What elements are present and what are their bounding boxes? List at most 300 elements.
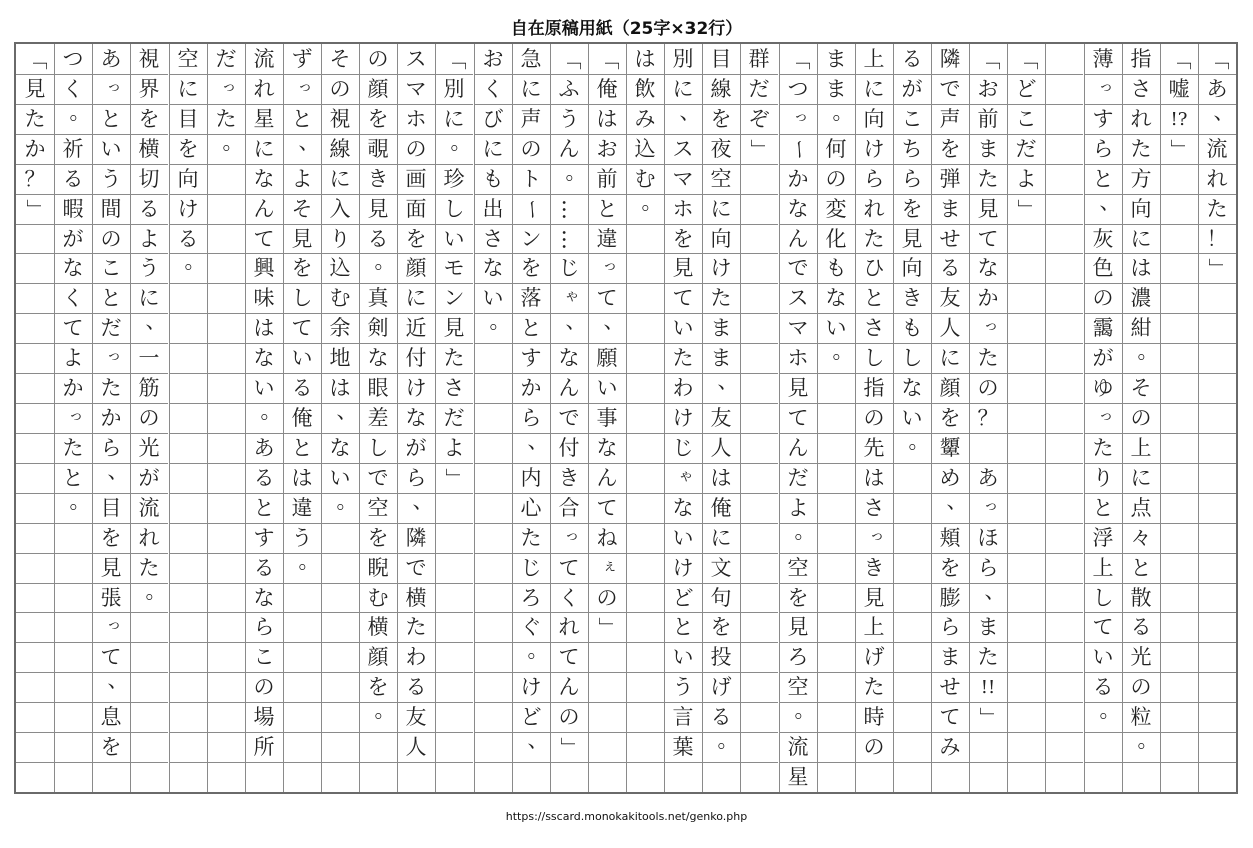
grid-cell [740, 672, 778, 702]
manuscript-column [321, 44, 359, 792]
manuscript-char: 息 [100, 705, 122, 729]
manuscript-char: 、 [298, 130, 320, 154]
grid-cell [893, 283, 931, 313]
manuscript-char: に [520, 77, 542, 101]
grid-cell [702, 224, 740, 254]
manuscript-char: 「 [1014, 48, 1039, 70]
grid-cell [92, 283, 130, 313]
grid-cell [283, 253, 321, 283]
grid-cell [1198, 164, 1236, 194]
grid-cell [169, 74, 207, 104]
manuscript-char: 」 [557, 737, 582, 758]
grid-cell [893, 642, 931, 672]
grid-cell [1160, 343, 1198, 373]
grid-cell [1160, 433, 1198, 463]
manuscript-char: と [100, 107, 122, 131]
grid-cell [855, 373, 893, 403]
grid-cell [1122, 523, 1160, 553]
grid-cell [779, 463, 817, 493]
manuscript-char: る [253, 556, 275, 580]
manuscript-char: 一 [138, 346, 160, 370]
manuscript-char: こ [901, 107, 923, 131]
grid-cell [1160, 403, 1198, 433]
manuscript-char: せ [939, 227, 961, 251]
grid-cell [1160, 702, 1198, 732]
grid-cell [893, 224, 931, 254]
manuscript-char: お [977, 77, 999, 101]
grid-cell [855, 433, 893, 463]
manuscript-char: 「 [595, 48, 620, 70]
grid-cell [1198, 642, 1236, 672]
manuscript-char: て [1092, 615, 1114, 639]
grid-cell [92, 194, 130, 224]
manuscript-char: て [291, 316, 313, 340]
grid-cell [512, 493, 550, 523]
manuscript-char: の [558, 705, 580, 729]
manuscript-char: 目 [100, 496, 122, 520]
grid-cell [397, 732, 435, 762]
manuscript-char: 見 [787, 615, 809, 639]
manuscript-char: う [558, 107, 580, 131]
manuscript-char: ね [596, 526, 618, 550]
grid-cell [1084, 253, 1122, 283]
manuscript-char: ？ [24, 167, 46, 191]
grid-cell [664, 224, 702, 254]
manuscript-char: を [787, 586, 809, 610]
grid-cell [54, 642, 92, 672]
grid-cell [245, 523, 283, 553]
grid-cell [779, 762, 817, 792]
manuscript-char: う [291, 526, 313, 550]
grid-cell [397, 489, 435, 523]
grid-cell [664, 523, 702, 553]
manuscript-char: ま [825, 46, 847, 71]
grid-cell [435, 523, 473, 553]
manuscript-char: し [863, 346, 885, 370]
manuscript-char: 方 [1130, 167, 1152, 191]
manuscript-char: ど [1015, 77, 1037, 101]
grid-cell [588, 194, 626, 224]
grid-cell [1160, 642, 1198, 672]
manuscript-char: そ [1130, 376, 1152, 400]
grid-cell [435, 463, 473, 493]
manuscript-char: け [520, 675, 542, 699]
grid-cell [321, 44, 359, 74]
grid-cell [550, 309, 588, 343]
manuscript-char: と [1092, 167, 1114, 191]
grid-cell [626, 313, 664, 343]
grid-cell [931, 44, 969, 74]
grid-cell [855, 642, 893, 672]
grid-cell [550, 553, 588, 583]
grid-cell [245, 642, 283, 672]
manuscript-char: た [977, 167, 999, 191]
manuscript-char: と [253, 496, 275, 520]
manuscript-char: モ [443, 256, 465, 280]
manuscript-char: 色 [1092, 256, 1114, 280]
grid-cell [1198, 283, 1236, 313]
manuscript-char: 。 [527, 638, 549, 662]
grid-cell [1045, 612, 1083, 642]
grid-cell [702, 283, 740, 313]
grid-cell [893, 343, 931, 373]
grid-cell [550, 194, 588, 224]
manuscript-char: て [939, 705, 961, 729]
grid-cell [931, 523, 969, 553]
grid-cell [474, 343, 512, 373]
grid-cell [283, 702, 321, 732]
grid-cell [1160, 612, 1198, 642]
grid-cell [1122, 672, 1160, 702]
grid-cell [779, 283, 817, 313]
manuscript-char: 空 [367, 496, 389, 520]
grid-cell [130, 463, 168, 493]
manuscript-char: の [329, 77, 351, 101]
manuscript-char: た [62, 436, 84, 460]
grid-cell [130, 194, 168, 224]
grid-cell [359, 134, 397, 164]
grid-cell [588, 253, 626, 283]
grid-cell [969, 224, 1007, 254]
grid-cell [512, 672, 550, 702]
manuscript-char: ？ [977, 406, 999, 430]
manuscript-char: 事 [596, 406, 618, 430]
grid-cell [817, 433, 855, 463]
manuscript-char: で [787, 256, 809, 280]
manuscript-char: む [367, 586, 389, 610]
grid-cell [321, 612, 359, 642]
grid-cell [397, 283, 435, 313]
manuscript-char: れ [1206, 167, 1228, 191]
grid-cell [1007, 583, 1045, 613]
manuscript-column [207, 44, 245, 792]
manuscript-char: 指 [1130, 46, 1152, 71]
grid-cell [550, 253, 588, 283]
manuscript-char: 紺 [1130, 316, 1152, 340]
grid-cell [702, 728, 740, 762]
manuscript-char: っ [869, 526, 885, 544]
manuscript-char: げ [710, 675, 732, 699]
manuscript-char: を [672, 227, 694, 251]
manuscript-char: ん [253, 197, 275, 221]
grid-cell [626, 283, 664, 313]
manuscript-char: 。 [832, 100, 854, 124]
manuscript-char: に [672, 77, 694, 101]
grid-cell [1084, 642, 1122, 672]
manuscript-column [702, 44, 740, 792]
grid-cell [893, 493, 931, 523]
grid-cell [550, 523, 588, 553]
grid-cell [550, 583, 588, 613]
grid-cell [130, 642, 168, 672]
grid-cell [817, 283, 855, 313]
grid-cell [1045, 702, 1083, 732]
grid-cell [130, 672, 168, 702]
manuscript-char: に [1130, 227, 1152, 251]
manuscript-char: ん [558, 137, 580, 161]
grid-cell [245, 493, 283, 523]
grid-cell [779, 164, 817, 194]
grid-cell [664, 313, 702, 343]
grid-cell [740, 403, 778, 433]
grid-cell [969, 762, 1007, 792]
manuscript-char: 「 [1205, 48, 1230, 70]
grid-cell [740, 313, 778, 343]
manuscript-char: ら [520, 406, 542, 430]
manuscript-char: に [482, 137, 504, 161]
grid-cell [512, 313, 550, 343]
manuscript-char: た [520, 526, 542, 550]
grid-cell [1084, 373, 1122, 403]
manuscript-char: ン [443, 286, 465, 310]
manuscript-char: ふ [558, 77, 580, 101]
manuscript-char: あ [100, 46, 122, 71]
grid-cell [1045, 373, 1083, 403]
grid-cell [817, 732, 855, 762]
grid-cell [779, 433, 817, 463]
grid-cell [1045, 224, 1083, 254]
manuscript-char: ま [977, 137, 999, 161]
manuscript-char: 言 [672, 705, 694, 729]
manuscript-char: に [863, 77, 885, 101]
grid-cell [1198, 732, 1236, 762]
manuscript-char: 込 [634, 137, 656, 161]
manuscript-column [397, 44, 435, 792]
grid-cell [397, 583, 435, 613]
grid-cell [664, 493, 702, 523]
manuscript-char: て [62, 316, 84, 340]
grid-cell [474, 612, 512, 642]
grid-cell [16, 583, 54, 613]
manuscript-char: 込 [329, 256, 351, 280]
grid-cell [397, 642, 435, 672]
grid-cell [54, 403, 92, 433]
grid-cell [435, 553, 473, 583]
grid-cell [702, 583, 740, 613]
grid-cell [588, 44, 626, 74]
manuscript-char: 「 [557, 48, 582, 70]
grid-cell [283, 373, 321, 403]
manuscript-column [474, 44, 512, 792]
grid-cell [893, 253, 931, 283]
grid-cell [283, 762, 321, 792]
grid-cell [207, 612, 245, 642]
grid-cell [817, 164, 855, 194]
grid-cell [931, 433, 969, 463]
grid-cell [740, 134, 778, 164]
grid-cell [474, 224, 512, 254]
grid-cell [169, 493, 207, 523]
manuscript-char: 光 [1130, 645, 1152, 669]
grid-cell [1045, 164, 1083, 194]
grid-cell [207, 583, 245, 613]
grid-cell [817, 672, 855, 702]
grid-cell [54, 164, 92, 194]
manuscript-char: 、 [946, 489, 968, 513]
manuscript-char: じ [520, 556, 542, 580]
grid-cell [1007, 702, 1045, 732]
manuscript-char: い [901, 406, 923, 430]
grid-cell [1007, 672, 1045, 702]
manuscript-column [1122, 44, 1160, 792]
grid-cell [855, 44, 893, 74]
manuscript-char: な [901, 376, 923, 400]
manuscript-char: 違 [596, 227, 618, 251]
manuscript-char: ら [253, 615, 275, 639]
grid-cell [54, 489, 92, 523]
manuscript-char: マ [405, 77, 427, 101]
manuscript-char: 化 [825, 227, 847, 251]
manuscript-char: の [863, 406, 885, 430]
grid-cell [931, 373, 969, 403]
grid-cell [283, 283, 321, 313]
manuscript-char: 友 [405, 705, 427, 729]
grid-cell [1198, 523, 1236, 553]
grid-cell [931, 74, 969, 104]
manuscript-char: に [177, 77, 199, 101]
manuscript-char: は [1130, 256, 1152, 280]
grid-cell [359, 493, 397, 523]
manuscript-char: 人 [405, 735, 427, 759]
grid-cell [435, 433, 473, 463]
grid-cell [16, 702, 54, 732]
grid-cell [359, 313, 397, 343]
grid-cell [1045, 672, 1083, 702]
manuscript-char: ら [977, 556, 999, 580]
manuscript-char: ま [977, 615, 999, 639]
grid-cell [207, 130, 245, 164]
grid-cell [92, 253, 130, 283]
grid-cell [702, 433, 740, 463]
manuscript-char: さ [482, 227, 504, 251]
manuscript-char: に [405, 286, 427, 310]
grid-cell [245, 104, 283, 134]
grid-cell [130, 373, 168, 403]
manuscript-char: っ [297, 77, 313, 95]
grid-cell [740, 583, 778, 613]
grid-cell [512, 283, 550, 313]
grid-cell [16, 44, 54, 74]
manuscript-char: し [901, 346, 923, 370]
manuscript-char: な [367, 346, 389, 370]
grid-cell [931, 642, 969, 672]
manuscript-char: 近 [405, 316, 427, 340]
grid-cell [283, 672, 321, 702]
manuscript-char: 向 [710, 227, 732, 251]
manuscript-char: て [558, 645, 580, 669]
grid-cell [931, 553, 969, 583]
grid-cell [359, 343, 397, 373]
manuscript-char: ホ [405, 107, 427, 131]
grid-cell [1007, 74, 1045, 104]
grid-cell [855, 134, 893, 164]
grid-cell [855, 762, 893, 792]
grid-cell [92, 523, 130, 553]
manuscript-char: を [405, 227, 427, 251]
manuscript-char: い [253, 376, 275, 400]
grid-cell [1160, 194, 1198, 224]
manuscript-char: 視 [329, 107, 351, 131]
grid-cell [1084, 612, 1122, 642]
manuscript-char: 、 [107, 668, 129, 692]
manuscript-char: 向 [1130, 197, 1152, 221]
grid-cell [893, 104, 931, 134]
manuscript-char: る [177, 227, 199, 251]
grid-cell [283, 493, 321, 523]
manuscript-char: 。 [641, 190, 663, 214]
manuscript-char: 画 [405, 167, 427, 191]
grid-cell [16, 104, 54, 134]
grid-cell [130, 732, 168, 762]
grid-cell [550, 433, 588, 463]
grid-cell [54, 612, 92, 642]
grid-cell [321, 489, 359, 523]
grid-cell [817, 523, 855, 553]
grid-cell [702, 463, 740, 493]
grid-cell [130, 253, 168, 283]
grid-cell [779, 519, 817, 553]
grid-cell [893, 732, 931, 762]
grid-cell [283, 44, 321, 74]
grid-cell [626, 190, 664, 224]
manuscript-char: 流 [787, 735, 809, 759]
manuscript-char: 向 [177, 167, 199, 191]
manuscript-char: る [710, 705, 732, 729]
manuscript-char: て [672, 286, 694, 310]
grid-cell [550, 160, 588, 194]
grid-cell [207, 642, 245, 672]
manuscript-char: 目 [177, 107, 199, 131]
grid-cell [16, 433, 54, 463]
grid-cell [969, 463, 1007, 493]
manuscript-char: 切 [138, 167, 160, 191]
manuscript-char: マ [672, 167, 694, 191]
grid-cell [893, 672, 931, 702]
grid-cell [1084, 523, 1122, 553]
grid-cell [512, 343, 550, 373]
manuscript-char: 。 [1137, 728, 1159, 752]
grid-cell [1045, 493, 1083, 523]
grid-cell [626, 493, 664, 523]
manuscript-char: っ [106, 77, 122, 95]
manuscript-char: 人 [710, 436, 732, 460]
grid-cell [512, 74, 550, 104]
grid-cell [245, 732, 283, 762]
manuscript-column [359, 44, 397, 792]
manuscript-char: に [710, 197, 732, 221]
grid-cell [92, 403, 130, 433]
grid-cell [779, 553, 817, 583]
grid-cell [321, 433, 359, 463]
manuscript-char: く [62, 77, 84, 101]
manuscript-char: め [939, 466, 961, 490]
grid-cell [1007, 283, 1045, 313]
manuscript-char: ス [405, 46, 427, 71]
grid-cell [588, 309, 626, 343]
grid-cell [1160, 44, 1198, 74]
manuscript-char: け [710, 256, 732, 280]
grid-cell [931, 194, 969, 224]
manuscript-char: 変 [825, 197, 847, 221]
manuscript-char: 真 [367, 286, 389, 310]
grid-cell [54, 343, 92, 373]
grid-cell [1160, 373, 1198, 403]
grid-cell [626, 433, 664, 463]
grid-cell [740, 283, 778, 313]
manuscript-char: か [62, 376, 84, 400]
grid-cell [92, 104, 130, 134]
manuscript-column [626, 44, 664, 792]
